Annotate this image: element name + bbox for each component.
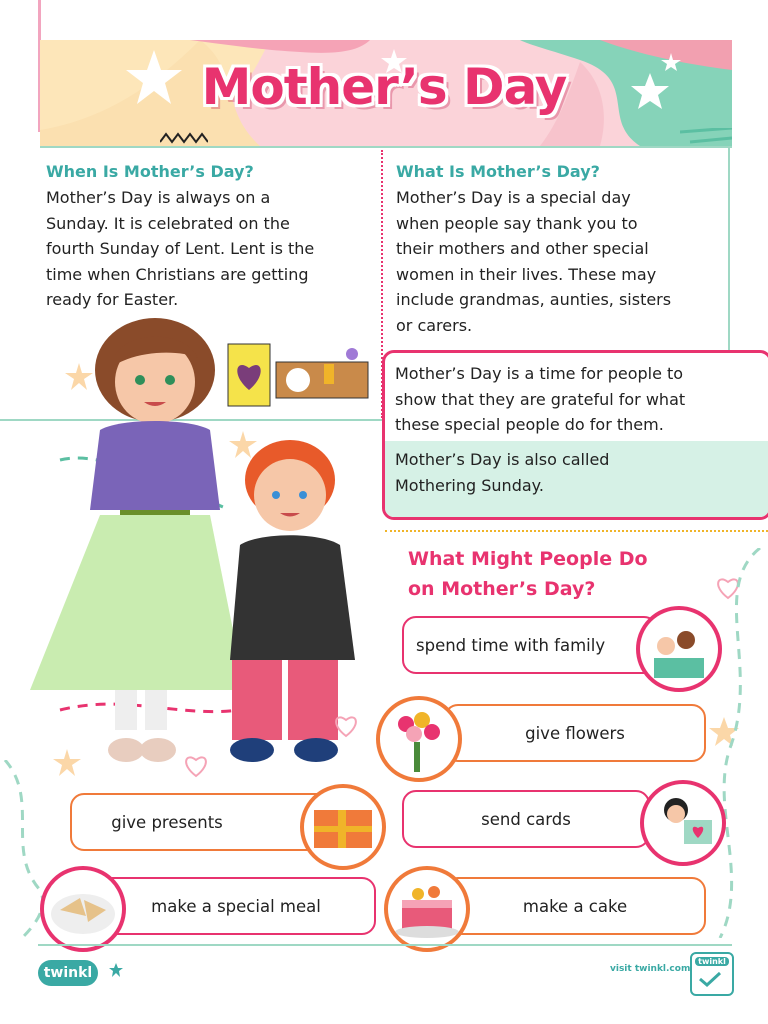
- what-line: when people say thank you to: [396, 213, 638, 233]
- card-icon: [640, 780, 726, 866]
- gift-icon: [300, 784, 386, 870]
- when-line: Sunday. It is celebrated on the: [46, 213, 290, 233]
- checkmark-icon: [692, 969, 728, 989]
- section-divider: [40, 146, 732, 148]
- activities-heading-line: on Mother’s Day?: [408, 578, 596, 600]
- activity-make-a-cake: [444, 877, 706, 935]
- flower-bouquet-icon: [376, 696, 462, 782]
- quality-badge: [690, 952, 734, 996]
- activity-label: give presents: [111, 812, 223, 832]
- activity-label: make a cake: [522, 896, 628, 916]
- family-icon: [636, 606, 722, 692]
- info-callout: [382, 350, 768, 520]
- stripe-decoration: [680, 128, 732, 146]
- activity-label: spend time with family: [416, 635, 606, 655]
- heart-icon: [332, 712, 360, 738]
- callout-line: Mother’s Day is also called: [395, 450, 610, 469]
- what-line: their mothers and other special: [396, 239, 649, 258]
- activities-heading-line: What Might People Do: [408, 548, 648, 570]
- callout-line: Mother’s Day is a time for people to: [395, 364, 684, 383]
- activities-heading: [408, 544, 648, 604]
- activity-make-a-special-meal: [96, 877, 376, 935]
- callout-line: show that they are grateful for what: [395, 389, 686, 409]
- zigzag-decoration: [160, 132, 208, 144]
- what-line: women in their lives. These may: [396, 264, 657, 284]
- twinkl-logo: twinkl: [38, 960, 98, 986]
- badge-label: twinkl: [695, 957, 729, 966]
- activity-spend-time-with-family: [402, 616, 658, 674]
- cake-icon: [384, 866, 470, 952]
- visit-link[interactable]: visit twinkl.com: [610, 964, 691, 974]
- when-text: [46, 185, 376, 313]
- when-line: fourth Sunday of Lent. Lent is the: [46, 239, 315, 258]
- callout-line: these special people do for them.: [395, 415, 664, 434]
- section-border: [728, 146, 730, 351]
- star-icon: [64, 362, 94, 392]
- activity-give-flowers: [444, 704, 706, 762]
- page-title: Mother’s Day: [201, 58, 567, 116]
- when-line: ready for Easter.: [46, 290, 179, 309]
- star-icon: [108, 962, 124, 978]
- card-and-breakfast-tray-illustration: [226, 340, 371, 410]
- when-line: time when Christians are getting: [46, 264, 309, 284]
- callout-text: [395, 361, 765, 438]
- what-heading: What Is Mother’s Day?: [396, 162, 600, 181]
- what-line: or carers.: [396, 315, 473, 335]
- star-icon: [228, 430, 258, 460]
- when-line: Mother’s Day is always on a: [46, 188, 271, 207]
- activity-send-cards: [402, 790, 650, 848]
- what-text: [396, 185, 726, 338]
- what-line: include grandmas, aunties, sisters: [396, 290, 672, 309]
- heart-icon: [182, 752, 210, 778]
- activity-label: make a special meal: [151, 896, 321, 916]
- callout-line: Mothering Sunday.: [395, 475, 544, 495]
- when-heading: When Is Mother’s Day?: [46, 162, 254, 181]
- what-line: Mother’s Day is a special day: [396, 188, 631, 207]
- callout-also-text: [395, 447, 765, 498]
- meal-icon: [40, 866, 126, 952]
- footer-divider: [38, 944, 732, 946]
- activity-label: give flowers: [525, 723, 625, 743]
- section-divider-dotted: [385, 530, 768, 532]
- activity-give-presents: [70, 793, 334, 851]
- activity-label: send cards: [481, 809, 571, 829]
